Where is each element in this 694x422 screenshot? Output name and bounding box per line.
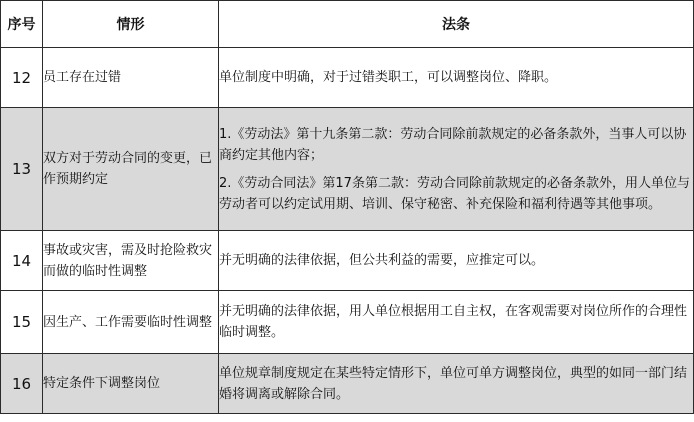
header-row xyxy=(1,1,694,48)
law-text: 并无明确的法律依据，但公共利益的需要，应推定可以。 xyxy=(219,253,545,268)
law-text: 单位规章制度规定在某些特定情形下，单位可单方调整岗位，典型的如同一部门结婚将调离或解除合同。 xyxy=(219,365,688,402)
header-case: 情形 xyxy=(43,1,219,48)
table-row xyxy=(1,231,694,291)
law-text: 2.《劳动合同法》第17条第二款：劳动合同除前款规定的必备条款外，用人单位与劳动者可以约定试用期、培训、保守秘密、补充保险和福利待遇等其他事项。 xyxy=(219,175,690,212)
row-number: 16 xyxy=(1,354,43,414)
table-row xyxy=(1,354,694,414)
law-cell xyxy=(219,48,694,108)
law-text: 并无明确的法律依据，用人单位根据用工自主权，在客观需要对岗位所作的合理性临时调整。 xyxy=(219,304,688,340)
law-cell xyxy=(219,354,694,414)
case-cell: 因生产、工作需要临时性调整 xyxy=(43,291,219,354)
law-cell xyxy=(219,108,694,231)
row-number: 15 xyxy=(1,291,43,354)
law-text: 单位制度中明确，对于过错类职工，可以调整岗位、降职。 xyxy=(219,70,558,85)
case-cell: 特定条件下调整岗位 xyxy=(43,354,219,414)
table-row xyxy=(1,48,694,108)
case-cell: 员工存在过错 xyxy=(43,48,219,108)
header-law: 法条 xyxy=(219,1,694,48)
law-text: 1.《劳动法》第十九条第二款：劳动合同除前款规定的必备条款外，当事人可以协商约定其他内容； xyxy=(219,126,687,163)
row-number: 13 xyxy=(1,108,43,231)
row-number: 14 xyxy=(1,231,43,291)
table-row xyxy=(1,108,694,231)
header-no: 序号 xyxy=(1,1,43,48)
law-cell xyxy=(219,231,694,291)
law-cell xyxy=(219,291,694,354)
case-cell: 双方对于劳动合同的变更，已作预期约定 xyxy=(43,108,219,231)
row-number: 12 xyxy=(1,48,43,108)
case-cell: 事故或灾害，需及时抢险救灾而做的临时性调整 xyxy=(43,231,219,291)
table-row xyxy=(1,291,694,354)
